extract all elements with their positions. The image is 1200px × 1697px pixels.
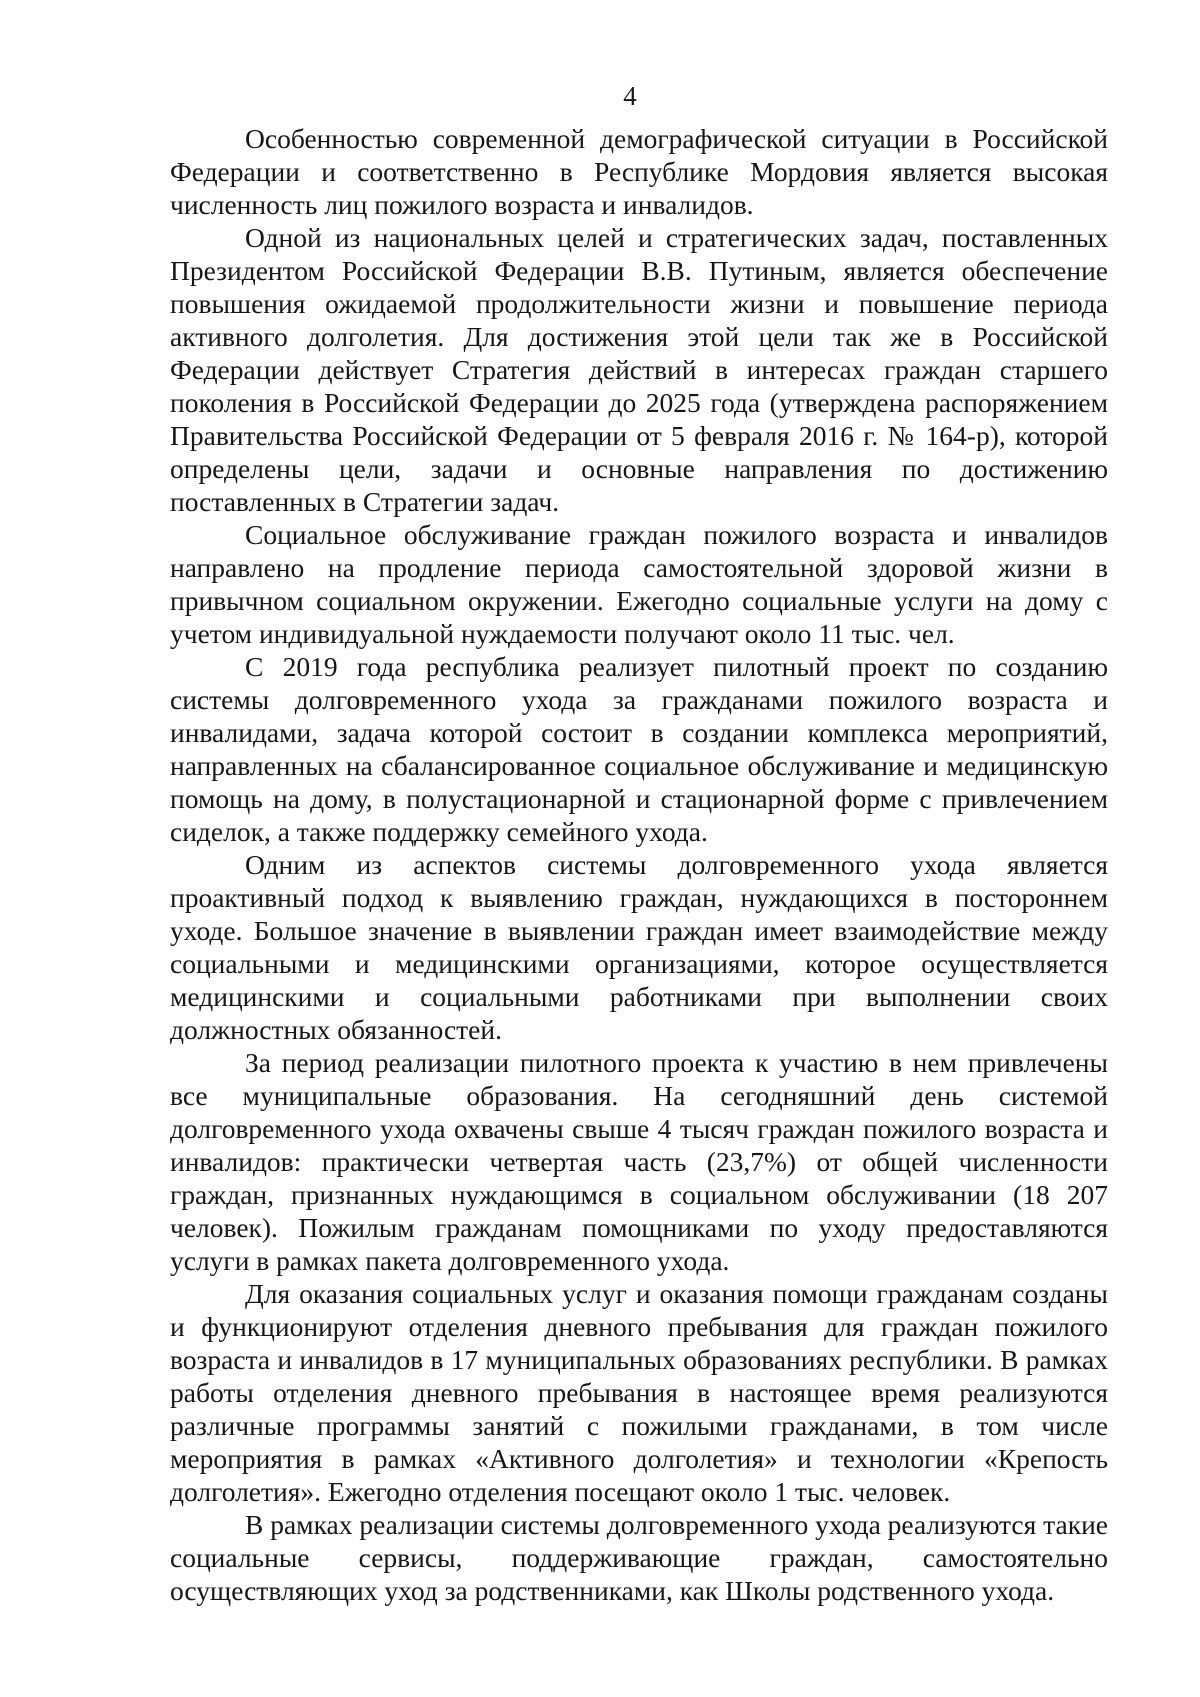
paragraph-day-care-units: Для оказания социальных услуг и оказания помощи гражданам созданы и функционируют отделения дневного пребывания для граждан пожилого возраста и инвалидов в 17 муниципальных образованиях республики. В рамках работы отделения дневного пребывания в настоящее время реализуются различные программы занятий с пожилыми гражданами, в том числе мероприятия в рамках «Активного долголетия» и технологии «Крепость долголетия». Ежегодно отделения посещают около 1 тыс. человек. <box>170 1278 1108 1507</box>
paragraph-social-services: Социальное обслуживание граждан пожилого возраста и инвалидов направлено на продление периода самостоятельной здоровой жизни в привычном социальном окружении. Ежегодно социальные услуги на дому с учетом индивидуальной нуждаемости получают около 11 тыс. чел. <box>170 519 1108 649</box>
paragraph-demographic-situation: Особенностью современной демографической ситуации в Российской Федерации и соответственно в Республике Мордовия является высокая численность лиц пожилого возраста и инвалидов. <box>170 123 1108 220</box>
document-body <box>170 122 1108 1607</box>
paragraph-proactive-approach: Одним из аспектов системы долговременного ухода является проактивный подход к выявлению граждан, нуждающихся в постороннем уходе. Большое значение в выявлении граждан имеет взаимодействие между социальными и медицинскими организациями, которое осуществляется медицинскими и социальными работниками при выполнении своих должностных обязанностей. <box>170 849 1108 1045</box>
paragraph-pilot-results: За период реализации пилотного проекта к участию в нем привлечены все муниципальные образования. На сегодняшний день системой долговременного ухода охвачены свыше 4 тысяч граждан пожилого возраста и инвалидов: практически четвертая часть (23,7%) от общей численности граждан, признанных нуждающимся в социальном обслуживании (18 207 человек). Пожилым гражданам помощниками по уходу предоставляются услуги в рамках пакета долговременного ухода. <box>170 1047 1108 1276</box>
paragraph-national-goals: Одной из национальных целей и стратегических задач, поставленных Президентом Российской Федерации В.В. Путиным, является обеспечение повышения ожидаемой продолжительности жизни и повышение периода активного долголетия. Для достижения этой цели так же в Российской Федерации действует Стратегия действий в интересах граждан старшего поколения в Российской Федерации до 2025 года (утверждена распоряжением Правительства Российской Федерации от 5 февраля 2016 г. № 164-р), которой определены цели, задачи и основные направления по достижению поставленных в Стратегии задач. <box>170 222 1108 517</box>
paragraph-pilot-project: С 2019 года республика реализует пилотный проект по созданию системы долговременного ухода за гражданами пожилого возраста и инвалидами, задача которой состоит в создании комплекса мероприятий, направленных на сбалансированное социальное обслуживание и медицинскую помощь на дому, в полустационарной и стационарной форме с привлечением сиделок, а также поддержку семейного ухода. <box>170 651 1108 847</box>
page-number: 4 <box>623 81 637 111</box>
paragraph-family-care-schools: В рамках реализации системы долговременного ухода реализуются такие социальные сервисы, поддерживающие граждан, самостоятельно осуществляющих уход за родственниками, как Школы родственного ухода. <box>170 1509 1108 1606</box>
